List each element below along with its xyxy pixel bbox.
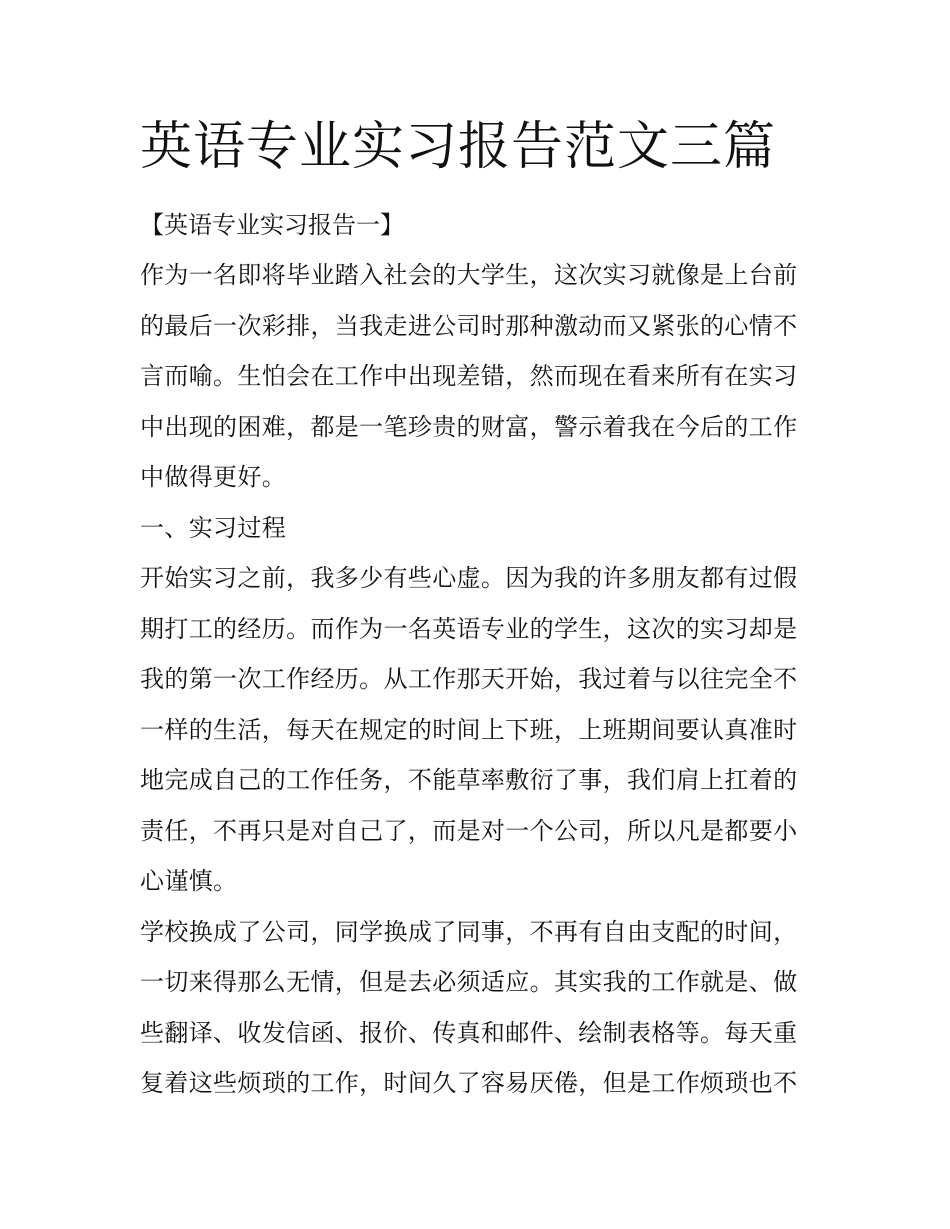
text-line: 我的第一次工作经历。从工作那天开始，我过着与以往完全不 <box>140 665 798 693</box>
subheading: 一、实习过程 <box>140 513 287 542</box>
text-line: 一切来得那么无情，但是去必须适应。其实我的工作就是、做 <box>140 968 798 996</box>
text-line: 中做得更好。 <box>140 463 287 491</box>
text-line: 言而喻。生怕会在工作中出现差错，然而现在看来所有在实习 <box>140 362 798 390</box>
text-line: 期打工的经历。而作为一名英语专业的学生，这次的实习却是 <box>140 614 798 643</box>
text-line: 复着这些烦琐的工作，时间久了容易厌倦，但是工作烦琐也不 <box>140 1069 798 1097</box>
text-line: 中出现的困难，都是一笔珍贵的财富，警示着我在今后的工作 <box>140 412 798 441</box>
body-text <box>140 250 812 1109</box>
text-line: 学校换成了公司，同学换成了同事，不再有自由支配的时间， <box>140 917 798 946</box>
text-line: 的最后一次彩排，当我走进公司时那种激动而又紧张的心情不 <box>140 311 798 340</box>
text-line: 开始实习之前，我多少有些心虚。因为我的许多朋友都有过假 <box>140 564 798 592</box>
document-title: 英语专业实习报告范文三篇 <box>140 117 777 177</box>
section-label: 【英语专业实习报告一】 <box>140 211 404 239</box>
text-line: 作为一名即将毕业踏入社会的大学生，这次实习就像是上台前 <box>140 261 798 289</box>
document-content <box>140 112 812 1109</box>
text-line: 地完成自己的工作任务，不能草率敷衍了事，我们肩上扛着的 <box>140 766 798 794</box>
text-line: 责任，不再只是对自己了，而是对一个公司，所以凡是都要小 <box>140 816 798 845</box>
text-line: 一样的生活，每天在规定的时间上下班，上班期间要认真准时 <box>140 715 798 744</box>
text-line: 些翻译、收发信函、报价、传真和邮件、绘制表格等。每天重 <box>140 1018 798 1047</box>
text-line: 心谨慎。 <box>140 867 238 895</box>
